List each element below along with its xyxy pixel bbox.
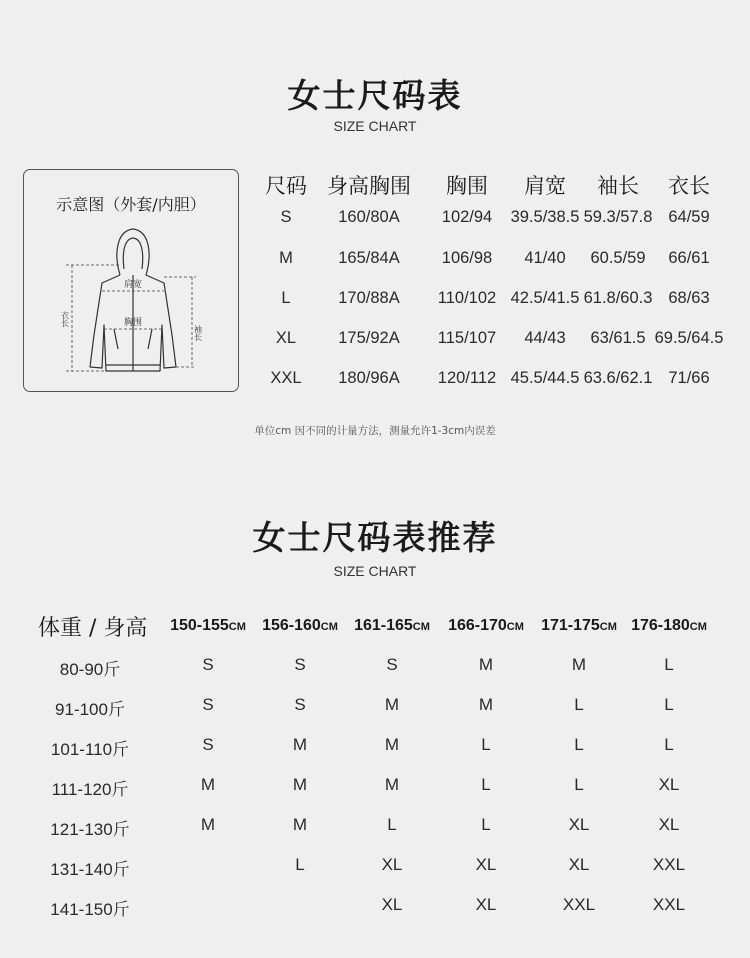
- recommended-size: L: [481, 735, 491, 754]
- size-label: S: [280, 208, 292, 226]
- height-range-value: 161-165: [354, 617, 413, 634]
- recommended-size: L: [574, 775, 584, 794]
- size-value: 175/92A: [338, 329, 400, 347]
- height-range-header: [624, 617, 714, 635]
- size-value: 44/43: [524, 329, 566, 347]
- size-chart-subtitle: SIZE CHART: [333, 118, 417, 134]
- size-value: 59.3/57.8: [583, 208, 653, 226]
- recommended-size: XL: [568, 815, 590, 834]
- recommended-size: XL: [658, 775, 680, 794]
- height-unit: CM: [506, 621, 524, 633]
- size-value: 66/61: [668, 249, 710, 267]
- size-value: 45.5/44.5: [510, 369, 580, 387]
- recommended-size: XL: [568, 855, 590, 874]
- recommended-size: XL: [475, 855, 497, 874]
- recommended-size: M: [384, 695, 400, 714]
- height-unit: CM: [412, 621, 430, 633]
- recommended-size: M: [292, 735, 308, 754]
- recommended-size: S: [202, 695, 214, 714]
- recommended-size: S: [294, 655, 306, 674]
- size-label: L: [281, 289, 291, 307]
- size-col-header: 衣长: [668, 175, 710, 198]
- size-value: 69.5/64.5: [654, 329, 724, 347]
- size-col-header: 肩宽: [524, 175, 566, 198]
- weight-range: 141-150斤: [50, 900, 130, 919]
- size-value: 64/59: [668, 208, 710, 226]
- size-value: 165/84A: [338, 249, 400, 267]
- size-value: 120/112: [437, 369, 497, 387]
- recommended-size: L: [574, 735, 584, 754]
- recommendation-title: 女士尺码表推荐: [252, 518, 498, 557]
- size-value: 106/98: [441, 249, 493, 267]
- recommendation-subtitle: SIZE CHART: [333, 563, 417, 579]
- size-value: 170/88A: [338, 289, 400, 307]
- recommended-size: L: [574, 695, 584, 714]
- weight-range: 111-120斤: [51, 780, 129, 799]
- weight-range: 121-130斤: [50, 820, 130, 839]
- chest-label: 胸围: [123, 318, 143, 328]
- size-label: XL: [275, 329, 297, 347]
- recommended-size: S: [202, 655, 214, 674]
- corner-header: 体重 / 身高: [38, 616, 148, 641]
- recommended-size: XXL: [652, 855, 686, 874]
- recommended-size: S: [386, 655, 398, 674]
- height-unit: CM: [228, 621, 246, 633]
- size-value: 115/107: [437, 329, 497, 347]
- size-value: 42.5/41.5: [510, 289, 580, 307]
- size-value: 102/94: [441, 208, 493, 226]
- weight-range: 131-140斤: [50, 860, 130, 879]
- height-range-value: 150-155: [170, 617, 229, 634]
- recommended-size: L: [664, 695, 674, 714]
- size-value: 160/80A: [338, 208, 400, 226]
- size-value: 41/40: [524, 249, 566, 267]
- size-value: 60.5/59: [590, 249, 646, 267]
- jacket-outline-icon: [58, 225, 208, 375]
- recommended-size: S: [294, 695, 306, 714]
- size-value: 63.6/62.1: [583, 369, 653, 387]
- recommended-size: M: [571, 655, 587, 674]
- size-value: 39.5/38.5: [510, 208, 580, 226]
- measurement-note: 单位cm 因不同的计量方法，测量允许1-3cm内误差: [254, 425, 496, 437]
- recommended-size: XXL: [652, 895, 686, 914]
- weight-range: 91-100斤: [55, 700, 125, 719]
- recommended-size: M: [292, 775, 308, 794]
- jacket-diagram-box: [23, 169, 239, 392]
- weight-range: 80-90斤: [59, 660, 121, 679]
- recommended-size: XL: [381, 855, 403, 874]
- recommended-size: L: [295, 855, 305, 874]
- diagram-title: 示意图（外套/内胆）: [56, 195, 206, 214]
- size-value: 110/102: [437, 289, 497, 307]
- recommended-size: XL: [475, 895, 497, 914]
- size-col-header: 尺码: [265, 175, 307, 198]
- weight-range: 101-110斤: [50, 740, 130, 759]
- size-label: XXL: [270, 369, 302, 387]
- height-range-header: [255, 617, 345, 635]
- recommended-size: M: [384, 775, 400, 794]
- height-range-header: [163, 617, 253, 635]
- recommended-size: M: [292, 815, 308, 834]
- size-value: 180/96A: [338, 369, 400, 387]
- recommended-size: S: [202, 735, 214, 754]
- height-range-value: 166-170: [448, 617, 507, 634]
- height-range-value: 156-160: [262, 617, 321, 634]
- size-label: M: [279, 249, 293, 267]
- recommended-size: XL: [658, 815, 680, 834]
- recommended-size: L: [387, 815, 397, 834]
- recommended-size: XXL: [562, 895, 596, 914]
- size-value: 61.8/60.3: [583, 289, 653, 307]
- size-col-header: 胸围: [446, 175, 488, 198]
- size-value: 63/61.5: [590, 329, 646, 347]
- recommended-size: M: [384, 735, 400, 754]
- height-range-value: 171-175: [541, 617, 600, 634]
- recommended-size: L: [664, 655, 674, 674]
- height-unit: CM: [689, 621, 707, 633]
- shoulder-label: 肩宽: [123, 280, 143, 290]
- recommended-size: M: [200, 775, 216, 794]
- size-value: 71/66: [668, 369, 710, 387]
- recommended-size: M: [200, 815, 216, 834]
- length-label: 衣长: [60, 311, 70, 327]
- recommended-size: M: [478, 655, 494, 674]
- recommended-size: L: [664, 735, 674, 754]
- height-unit: CM: [320, 621, 338, 633]
- size-chart-title: 女士尺码表: [287, 76, 463, 115]
- recommended-size: M: [478, 695, 494, 714]
- recommended-size: L: [481, 775, 491, 794]
- height-range-header: [441, 617, 531, 635]
- height-range-value: 176-180: [631, 617, 690, 634]
- sleeve-label: 袖长: [193, 325, 203, 341]
- height-range-header: [534, 617, 624, 635]
- size-col-header: 袖长: [597, 175, 639, 198]
- size-value: 68/63: [668, 289, 710, 307]
- size-col-header: 身高胸围: [327, 175, 411, 198]
- height-unit: CM: [599, 621, 617, 633]
- recommended-size: L: [481, 815, 491, 834]
- height-range-header: [347, 617, 437, 635]
- recommended-size: XL: [381, 895, 403, 914]
